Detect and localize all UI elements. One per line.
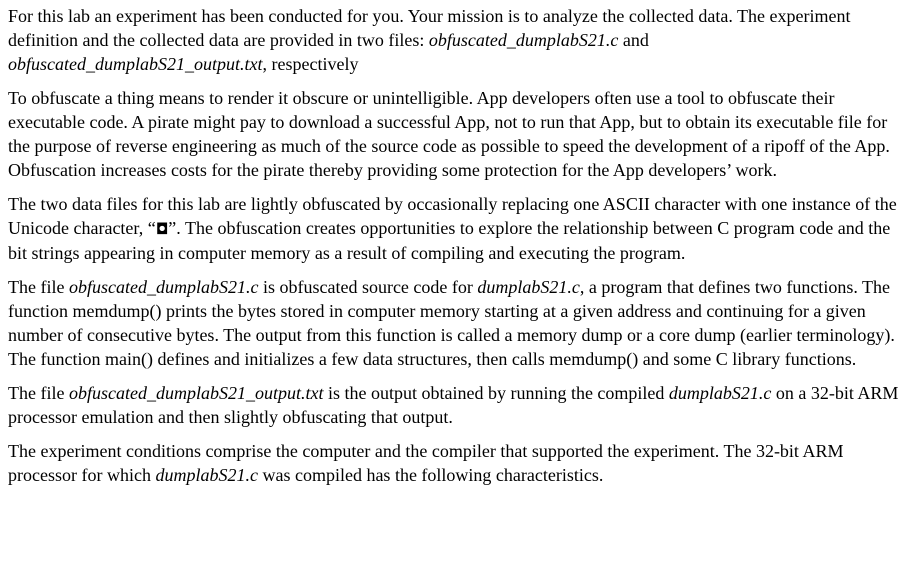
text-segment: is obfuscated source code for [258,277,478,297]
text-segment: To obfuscate a thing means to render it obscure or unintelligible. App developers often use a tool to obfuscate their executable code. A pirate might pay to download a successful App, not to run that App, but to obtain its executable file for the purpose of reverse engineering as much of the source code as possible to speed the development of a ripoff of the App. Obfuscation increases costs for the pirate thereby providing some protection for the App developers’ work. [8,88,890,180]
paragraph-source-file [8,275,899,371]
filename-program: dumplabS21.c [155,465,258,485]
text-segment: is the output obtained by running the compiled [323,383,669,403]
filename-output: obfuscated_dumplabS21_output.txt [68,383,324,403]
text-segment: ”. The obfuscation creates opportunities to explore the relationship between C program code and the bit strings appearing in computer memory as a result of compiling and executing the program. [8,218,891,263]
text-segment: was compiled has the following characteristics. [257,465,604,485]
text-segment: The experiment conditions comprise the computer and the compiler that supported the experiment. The 32-bit ARM processor for which [8,441,844,485]
text-segment: For this lab an experiment has been conducted for you. Your mission is to analyze the collected data. The experiment definition and the collected data are provided in two files: [8,6,851,50]
paragraph-experiment-intro [8,4,899,76]
unicode-replacement-glyph: ◘ [155,220,169,238]
paragraph-output-file [8,381,899,429]
filename-program: dumplabS21.c [477,277,580,297]
filename-source: obfuscated_dumplabS21.c [68,277,259,297]
text-segment: and [618,30,649,50]
filename-output: obfuscated_dumplabS21_output.txt [8,54,263,74]
text-segment: The file [8,277,69,297]
text-segment: The file [8,383,69,403]
paragraph-experiment-conditions [8,439,899,487]
text-segment: on a 32-bit ARM processor emulation and then slightly obfuscating that output. [8,383,899,427]
filename-source: obfuscated_dumplabS21.c [428,30,619,50]
paragraph-data-files [8,192,899,265]
text-segment: , a program that defines two functions. The function memdump() prints the bytes stored in computer memory starting at a given address and continuing for a given number of consecutive bytes. The output from this function is called a memory dump or a core dump (earlier terminology). The function main() defines and initializes a few data structures, then calls memdump() and some C library functions. [8,277,895,369]
text-segment: The two data files for this lab are lightly obfuscated by occasionally replacing one ASCII character with one instance of the Unicode character, “ [8,194,897,238]
filename-program: dumplabS21.c [668,383,772,403]
text-segment: , respectively [262,54,359,74]
paragraph-obfuscation-definition [8,86,899,182]
